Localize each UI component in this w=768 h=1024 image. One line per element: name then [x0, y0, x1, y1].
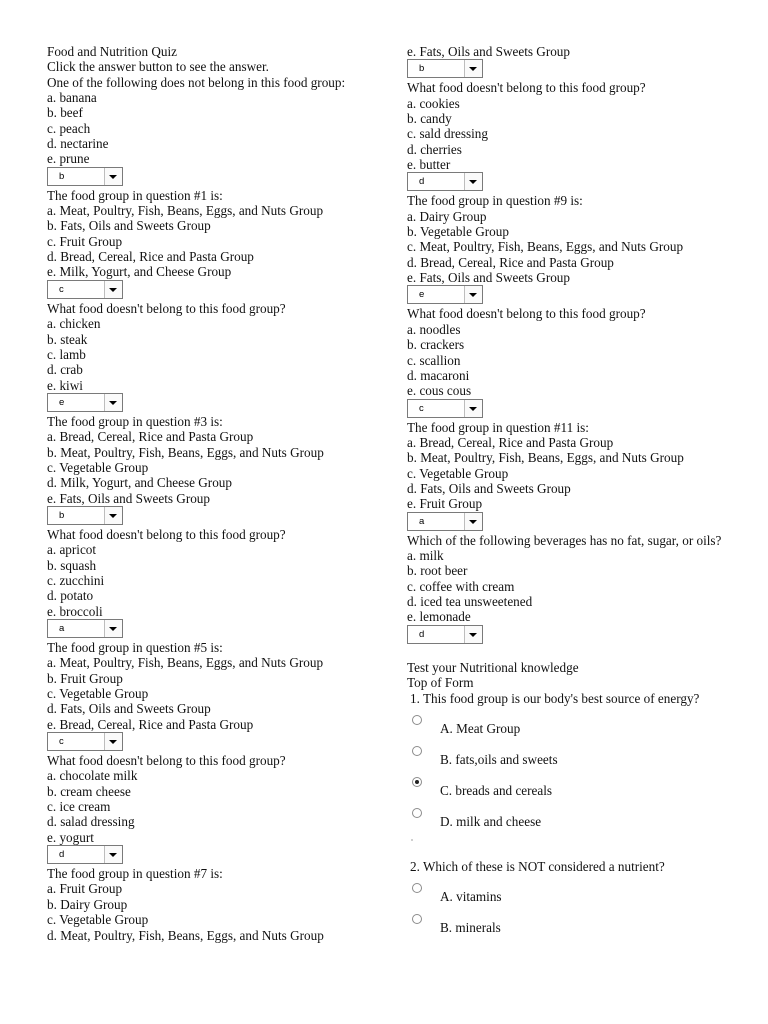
- option: c. scallion: [407, 352, 461, 368]
- answer-select-8[interactable]: [407, 59, 483, 78]
- answer-value: c: [419, 402, 424, 414]
- question-13: Which of the following beverages has no fat, sugar, or oils?: [407, 532, 722, 548]
- option: d. macaroni: [407, 367, 470, 383]
- answer-value: b: [419, 63, 425, 75]
- option: d. Fats, Oils and Sweets Group: [47, 701, 211, 717]
- chevron-down-icon[interactable]: [464, 400, 482, 417]
- answer-select-6[interactable]: [47, 732, 123, 751]
- separator-dot: [407, 839, 757, 859]
- radio-label: D. milk and cheese: [440, 814, 542, 830]
- option: d. Bread, Cereal, Rice and Pasta Group: [47, 249, 254, 265]
- option: e. lemonade: [407, 609, 471, 625]
- option: e. kiwi: [47, 377, 83, 393]
- option: b. Dairy Group: [47, 896, 128, 912]
- knowledge-question-2: 2. Which of these is NOT considered a nutrient?: [410, 859, 665, 875]
- option: b. Fats, Oils and Sweets Group: [47, 218, 211, 234]
- answer-value: d: [419, 176, 425, 188]
- chevron-down-icon[interactable]: [104, 846, 122, 863]
- answer-select-1[interactable]: [47, 167, 123, 186]
- option: c. coffee with cream: [407, 578, 515, 594]
- answer-select-2[interactable]: [47, 280, 123, 299]
- option: a. apricot: [47, 542, 97, 558]
- chevron-down-icon[interactable]: [464, 513, 482, 530]
- radio-option-c[interactable]: [407, 777, 757, 808]
- chevron-down-icon[interactable]: [104, 733, 122, 750]
- question-12: The food group in question #11 is:: [407, 419, 589, 435]
- answer-select-12[interactable]: [407, 512, 483, 531]
- question-9: What food doesn't belong to this food group?: [407, 80, 646, 96]
- option: c. peach: [47, 120, 91, 136]
- option: a. Dairy Group: [407, 208, 487, 224]
- answer-value: c: [59, 283, 64, 295]
- instructions: Click the answer button to see the answer.: [47, 59, 269, 75]
- option: c. lamb: [47, 346, 86, 362]
- option: c. Vegetable Group: [407, 465, 509, 481]
- option: d. iced tea unsweetened: [407, 593, 533, 609]
- option: a. Meat, Poultry, Fish, Beans, Eggs, and Nuts Group: [47, 203, 324, 219]
- option: a. Meat, Poultry, Fish, Beans, Eggs, and Nuts Group: [47, 655, 324, 671]
- question-3: What food doesn't belong to this food group?: [47, 300, 286, 316]
- option: c. Fruit Group: [47, 233, 123, 249]
- answer-value: b: [59, 170, 65, 182]
- answer-select-3[interactable]: [47, 393, 123, 412]
- question-7: What food doesn't belong to this food group?: [47, 753, 286, 769]
- option: a. chicken: [47, 316, 101, 332]
- chevron-down-icon[interactable]: [104, 281, 122, 298]
- section-heading: Test your Nutritional knowledge: [407, 659, 579, 675]
- option: a. Bread, Cereal, Rice and Pasta Group: [47, 429, 254, 445]
- quiz-title: Food and Nutrition Quiz: [47, 44, 178, 59]
- option: a. noodles: [407, 321, 461, 337]
- question-4: The food group in question #3 is:: [47, 413, 223, 429]
- option: e. Milk, Yogurt, and Cheese Group: [47, 264, 232, 280]
- option: b. cream cheese: [47, 783, 131, 799]
- option: e. Fats, Oils and Sweets Group: [47, 490, 210, 506]
- question-10: The food group in question #9 is:: [407, 193, 583, 209]
- option: c. sald dressing: [407, 126, 488, 142]
- question-6: The food group in question #5 is:: [47, 640, 223, 655]
- radio-button[interactable]: [412, 883, 422, 893]
- chevron-down-icon[interactable]: [104, 394, 122, 411]
- chevron-down-icon[interactable]: [464, 626, 482, 643]
- option: e. yogurt: [47, 829, 94, 845]
- option: a. Fruit Group: [47, 881, 123, 897]
- question-5: What food doesn't belong to this food group?: [47, 526, 286, 542]
- answer-select-13[interactable]: [407, 625, 483, 644]
- chevron-down-icon[interactable]: [464, 173, 482, 190]
- option: b. root beer: [407, 563, 468, 579]
- option: c. zucchini: [47, 572, 105, 588]
- option: a. Bread, Cereal, Rice and Pasta Group: [407, 434, 614, 450]
- form-marker: Top of Form: [407, 675, 474, 690]
- option: d. crab: [47, 362, 83, 378]
- radio-button[interactable]: [412, 746, 422, 756]
- radio-label: C. breads and cereals: [440, 783, 553, 799]
- radio-label: B. fats,oils and sweets: [440, 752, 558, 768]
- option: e. Fruit Group: [407, 496, 483, 512]
- option: a. banana: [47, 90, 97, 106]
- answer-value: c: [59, 736, 64, 748]
- option: b. crackers: [407, 337, 465, 353]
- option: b. Meat, Poultry, Fish, Beans, Eggs, and Nuts Group: [407, 450, 684, 466]
- question-11: What food doesn't belong to this food group?: [407, 306, 646, 322]
- option: a. milk: [407, 547, 444, 563]
- option: b. steak: [47, 331, 88, 347]
- radio-label: B. minerals: [440, 919, 501, 935]
- radio-button[interactable]: [412, 914, 422, 924]
- option: d. Meat, Poultry, Fish, Beans, Eggs, and Nuts Group: [47, 927, 324, 943]
- quiz-left-column: [47, 44, 392, 943]
- answer-value: e: [59, 396, 65, 408]
- option: d. Milk, Yogurt, and Cheese Group: [47, 475, 232, 491]
- option: c. Vegetable Group: [47, 459, 149, 475]
- option: d. Bread, Cereal, Rice and Pasta Group: [407, 254, 614, 270]
- radio-option-b[interactable]: [407, 746, 757, 777]
- chevron-down-icon[interactable]: [104, 507, 122, 524]
- option: b. squash: [47, 557, 97, 573]
- question-2: The food group in question #1 is:: [47, 187, 223, 203]
- option: b. candy: [407, 111, 452, 127]
- answer-value: d: [59, 849, 65, 861]
- chevron-down-icon[interactable]: [104, 168, 122, 185]
- chevron-down-icon[interactable]: [104, 620, 122, 637]
- option: b. beef: [47, 105, 83, 121]
- knowledge-question-1: 1. This food group is our body's best source of energy?: [410, 691, 700, 707]
- answer-select-11[interactable]: [407, 399, 483, 418]
- radio-label: A. vitamins: [440, 888, 502, 904]
- radio-button[interactable]: [412, 808, 422, 818]
- option: e. prune: [47, 151, 90, 167]
- option: a. cookies: [407, 95, 460, 111]
- answer-select-7[interactable]: [47, 845, 123, 864]
- option: a. chocolate milk: [47, 768, 138, 784]
- answer-select-4[interactable]: [47, 506, 123, 525]
- answer-select-5[interactable]: [47, 619, 123, 638]
- option: b. Meat, Poultry, Fish, Beans, Eggs, and Nuts Group: [47, 444, 324, 460]
- option: b. Vegetable Group: [407, 224, 509, 240]
- option: e. Bread, Cereal, Rice and Pasta Group: [47, 716, 254, 732]
- radio-label: A. Meat Group: [440, 721, 521, 737]
- option: d. Fats, Oils and Sweets Group: [407, 480, 571, 496]
- quiz-right-column: [407, 44, 757, 945]
- answer-select-9[interactable]: [407, 172, 483, 191]
- radio-button[interactable]: [412, 715, 422, 725]
- answer-value: a: [59, 623, 65, 634]
- option: c. Vegetable Group: [47, 686, 149, 702]
- radio-option-b[interactable]: [407, 914, 757, 945]
- answer-value: a: [419, 515, 425, 527]
- option: e. cous cous: [407, 383, 472, 399]
- option: c. Meat, Poultry, Fish, Beans, Eggs, and Nuts Group: [407, 239, 684, 255]
- question-1: One of the following does not belong in this food group:: [47, 74, 346, 90]
- option: d. salad dressing: [47, 814, 135, 830]
- option: c. Vegetable Group: [47, 912, 149, 928]
- answer-value: d: [419, 628, 425, 640]
- option: b. Fruit Group: [47, 670, 123, 686]
- radio-button-selected[interactable]: [412, 777, 422, 787]
- option: e. Fats, Oils and Sweets Group: [407, 44, 570, 59]
- answer-value: b: [59, 509, 65, 521]
- question-8: The food group in question #7 is:: [47, 866, 223, 882]
- radio-option-d[interactable]: [407, 808, 757, 839]
- option: d. nectarine: [47, 136, 109, 152]
- answer-select-10[interactable]: [407, 285, 483, 304]
- chevron-down-icon[interactable]: [464, 286, 482, 303]
- option: e. broccoli: [47, 603, 103, 619]
- option: e. butter: [407, 157, 451, 173]
- answer-value: e: [419, 289, 425, 301]
- chevron-down-icon[interactable]: [464, 60, 482, 77]
- radio-option-a[interactable]: [407, 883, 757, 914]
- option: d. cherries: [407, 141, 462, 157]
- option: c. ice cream: [47, 799, 111, 815]
- radio-option-a[interactable]: [407, 715, 757, 746]
- option: e. Fats, Oils and Sweets Group: [407, 270, 570, 286]
- option: d. potato: [47, 588, 94, 604]
